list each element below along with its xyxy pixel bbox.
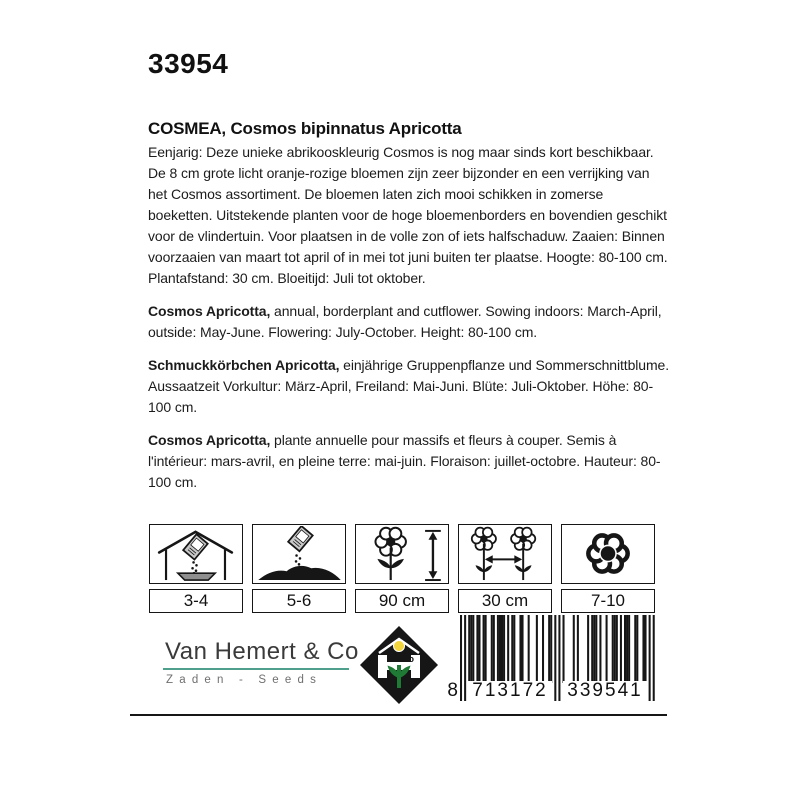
description-column [148, 142, 670, 505]
brand-name: Van Hemert & Co [165, 638, 359, 665]
pictogram-sow-outdoors [252, 524, 346, 613]
description-english [148, 301, 670, 343]
description-english-lead: Cosmos Apricotta, [148, 303, 271, 319]
sow-indoors-icon [151, 526, 241, 582]
flowering-months-icon [563, 526, 653, 582]
sow-indoors-label: 3-4 [149, 589, 243, 613]
sow-indoors-box [149, 524, 243, 584]
description-french-text: plante annuelle pour massifs et fleurs à couper. Semis à l'intérieur: mars-avril, en pleine terre: mai-juin. Floraison: juillet-octobre. Hauteur: 80-100 cm. [148, 432, 661, 490]
plant-height-box [355, 524, 449, 584]
plant-spacing-box [458, 524, 552, 584]
pictogram-row [149, 524, 655, 613]
description-french [148, 430, 670, 493]
svg-text:Co: Co [402, 654, 414, 664]
plant-spacing-label: 30 cm [458, 589, 552, 613]
brand-tagline: Zaden - Seeds [166, 674, 323, 686]
sow-outdoors-icon [254, 526, 344, 582]
barcode-digits-right: 339541 [563, 681, 647, 701]
pictogram-flowering [561, 524, 655, 613]
brand-underline [163, 668, 349, 670]
pictogram-plant-spacing [458, 524, 552, 613]
pictogram-sow-indoors [149, 524, 243, 613]
sow-outdoors-label: 5-6 [252, 589, 346, 613]
description-french-lead: Cosmos Apricotta, [148, 432, 271, 448]
product-number: 33954 [148, 48, 229, 79]
description-dutch-text: Eenjarig: Deze unieke abrikooskleurig Cosmos is nog maar sinds kort beschikbaar. De 8 cm grote licht oranje-rozige bloemen zijn zeer bijzonder en een verrijking van het Cosmos assortiment. De bloemen laten zich mooi schikken in zomerse boeketten. Uitstekende planten voor de hoge bloemenborders en bovendien geschikt voor de vlindertuin. Voor plaatsen in de volle zon of iets halfschaduw. Zaaien: Binnen voorzaaien van maart tot april of in mei tot juni buiten ter plaatse. Hoogte: 80-100 cm. Plantafstand: 30 cm. Bloeitijd: Juli tot oktober. [148, 144, 668, 286]
barcode [446, 615, 661, 715]
description-german-lead: Schmuckkörbchen Apricotta, [148, 357, 340, 373]
page-title: COSMEA, Cosmos bipinnatus Apricotta [148, 119, 462, 138]
flowering-label: 7-10 [561, 589, 655, 613]
plant-height-icon [357, 526, 447, 582]
barcode-digits-left: 713172 [468, 681, 552, 701]
sow-outdoors-box [252, 524, 346, 584]
description-german [148, 355, 670, 418]
bottom-divider [130, 714, 667, 716]
brand-diamond-logo-icon [359, 625, 439, 705]
description-german-text: einjährige Gruppenpflanze und Sommerschnittblume. Aussaatzeit Vorkultur: März-April, Freiland: Mai-Juni. Blüte: Juli-Oktober. Höhe: 80-100 cm. [148, 357, 670, 415]
description-dutch [148, 142, 670, 289]
plant-height-label: 90 cm [355, 589, 449, 613]
barcode-digit-first: 8 [447, 680, 460, 701]
flowering-box [561, 524, 655, 584]
pictogram-plant-height [355, 524, 449, 613]
plant-spacing-icon [460, 526, 550, 582]
description-english-text: annual, borderplant and cutflower. Sowing indoors: March-April, outside: May-June. Flowering: July-October. Height: 80-100 cm. [148, 303, 662, 340]
